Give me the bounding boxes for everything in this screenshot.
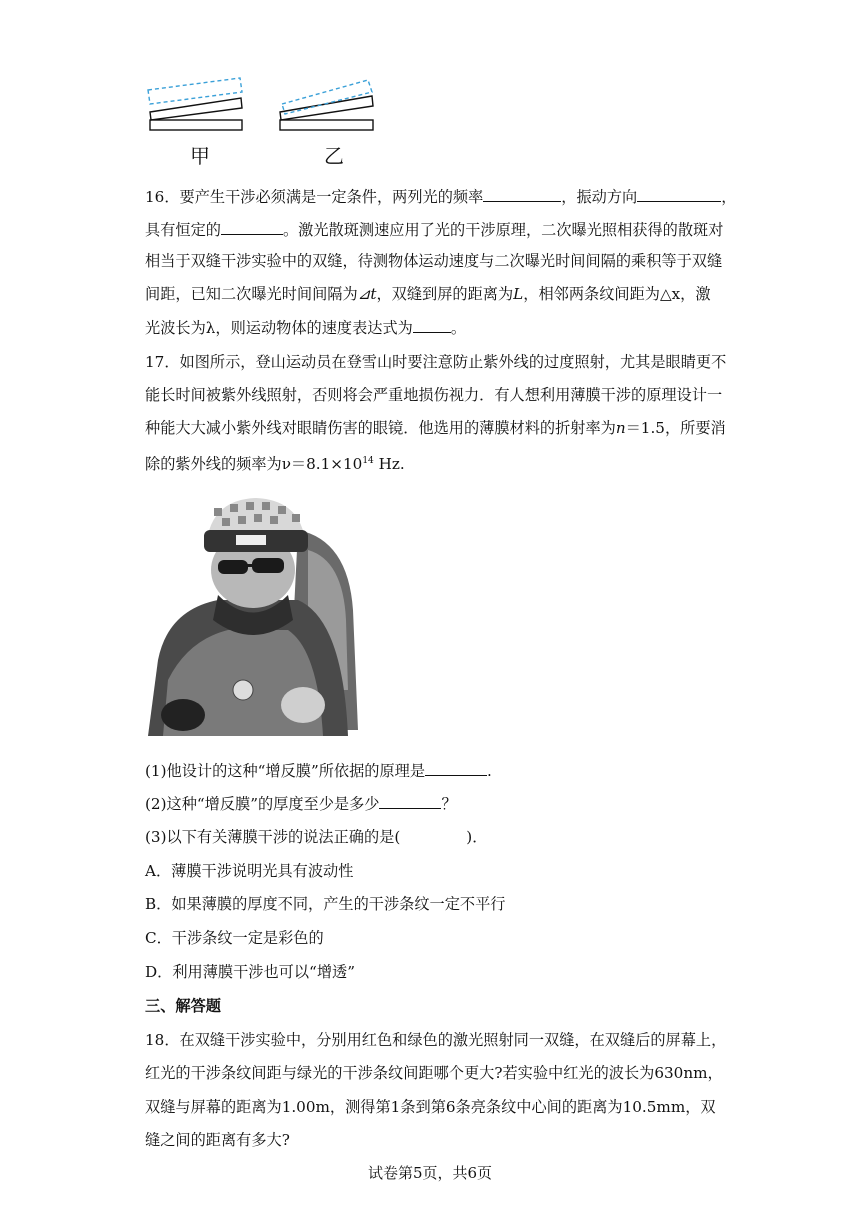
q16-text: 。 (450, 319, 467, 337)
mountaineer-illustration (148, 490, 366, 736)
q16-line4 (145, 285, 720, 304)
q17-line2: 能长时间被紫外线照射，否则将会严重地损伤视力．有人想利用薄膜干涉的原理设计一 (145, 386, 723, 404)
figure-yi (280, 80, 373, 130)
q18-line4: 缝之间的距离有多大? (145, 1131, 290, 1149)
q16-line1 (145, 187, 737, 207)
q16-text: 光波长为λ，则运动物体的速度表达式为 (145, 319, 413, 337)
figure-label-yi: 乙 (324, 144, 344, 168)
q18-line1: 18．在双缝干涉实验中，分别用红色和绿色的激光照射同一双缝，在双缝后的屏幕上， (145, 1031, 727, 1049)
q16-text: ，相邻两条纹间距为△x，激 (523, 285, 711, 303)
q17-text: (3)以下有关薄膜干涉的说法正确的是( (145, 828, 401, 846)
exponent: 14 (362, 456, 374, 466)
q16-text: 具有恒定的 (145, 221, 221, 239)
q16-variable: L (513, 285, 524, 303)
answer-blank (483, 187, 561, 202)
answer-blank (221, 220, 283, 235)
answer-blank (379, 794, 441, 809)
thin-film-wedge-figure (130, 72, 400, 172)
q18-line2: 红光的干涉条纹间距与绿光的干涉条纹间距哪个更大?若实验中红光的波长为630nm， (145, 1064, 723, 1082)
section-heading: 三、解答题 (145, 997, 221, 1015)
q16-text: 间距，已知二次曝光时间间隔为 (145, 285, 358, 303)
q17-text: Hz. (373, 455, 405, 474)
option-c: C．干涉条纹一定是彩色的 (145, 929, 324, 947)
q16-line3: 相当于双缝干涉实验中的双缝，待测物体运动速度与二次曝光时间间隔的乘积等于双缝 (145, 252, 723, 270)
option-d: D．利用薄膜干涉也可以“增透” (145, 963, 355, 981)
q16-line5 (145, 318, 720, 338)
answer-blank (425, 761, 487, 776)
q16-variable: ⊿t (357, 285, 377, 303)
option-a: A．薄膜干涉说明光具有波动性 (145, 862, 354, 880)
mountaineer-photo (148, 490, 366, 736)
q17-sub1 (145, 761, 720, 781)
option-b: B．如果薄膜的厚度不同，产生的干涉条纹一定不平行 (145, 895, 506, 913)
q17-text: (2)这种“增反膜”的厚度至少是多少 (145, 795, 380, 813)
q17-line1: 17．如图所示，登山运动员在登雪山时要注意防止紫外线的过度照射，尤其是眼睛更不 (145, 353, 727, 371)
q16-text: 16．要产生干涉必须满是一定条件，两列光的频率 (145, 188, 484, 206)
q17-text: 种能大大减小紫外线对眼睛伤害的眼镜．他选用的薄膜材料的折射率为 (145, 419, 616, 437)
q17-line4 (145, 452, 720, 474)
q18-line3: 双缝与屏幕的距离为1.00m，测得第1条到第6条亮条纹中心间的距离为10.5mm，双 (145, 1098, 716, 1116)
q17-line3 (145, 419, 726, 438)
q17-text: 除的紫外线的频率为ν＝8.1×10 (145, 455, 363, 474)
q17-text: )． (466, 828, 488, 846)
q17-text: (1)他设计的这种“增反膜”所依据的原理是 (145, 762, 426, 780)
q16-text: 。激光散斑测速应用了光的干涉原理，二次曝光照相获得的散斑对 (282, 221, 724, 239)
page-footer: 试卷第5页，共6页 (367, 1164, 493, 1182)
q16-line2 (145, 220, 724, 240)
q16-text: ，振动方向 (561, 188, 638, 206)
q17-text: . (487, 762, 492, 780)
q17-sub3 (145, 828, 720, 847)
answer-blank (413, 318, 451, 333)
answer-blank (637, 187, 721, 202)
wedge-diagram (130, 72, 400, 172)
q16-text: ，双缝到屏的距离为 (376, 285, 514, 303)
figure-jia (148, 78, 242, 130)
q17-variable: n (615, 419, 626, 437)
figure-label-jia: 甲 (190, 144, 210, 168)
q16-text: ， (721, 188, 737, 206)
q17-text: ？ (441, 795, 457, 813)
q17-text: ＝1.5，所要消 (625, 419, 726, 437)
q17-sub2 (145, 794, 720, 814)
